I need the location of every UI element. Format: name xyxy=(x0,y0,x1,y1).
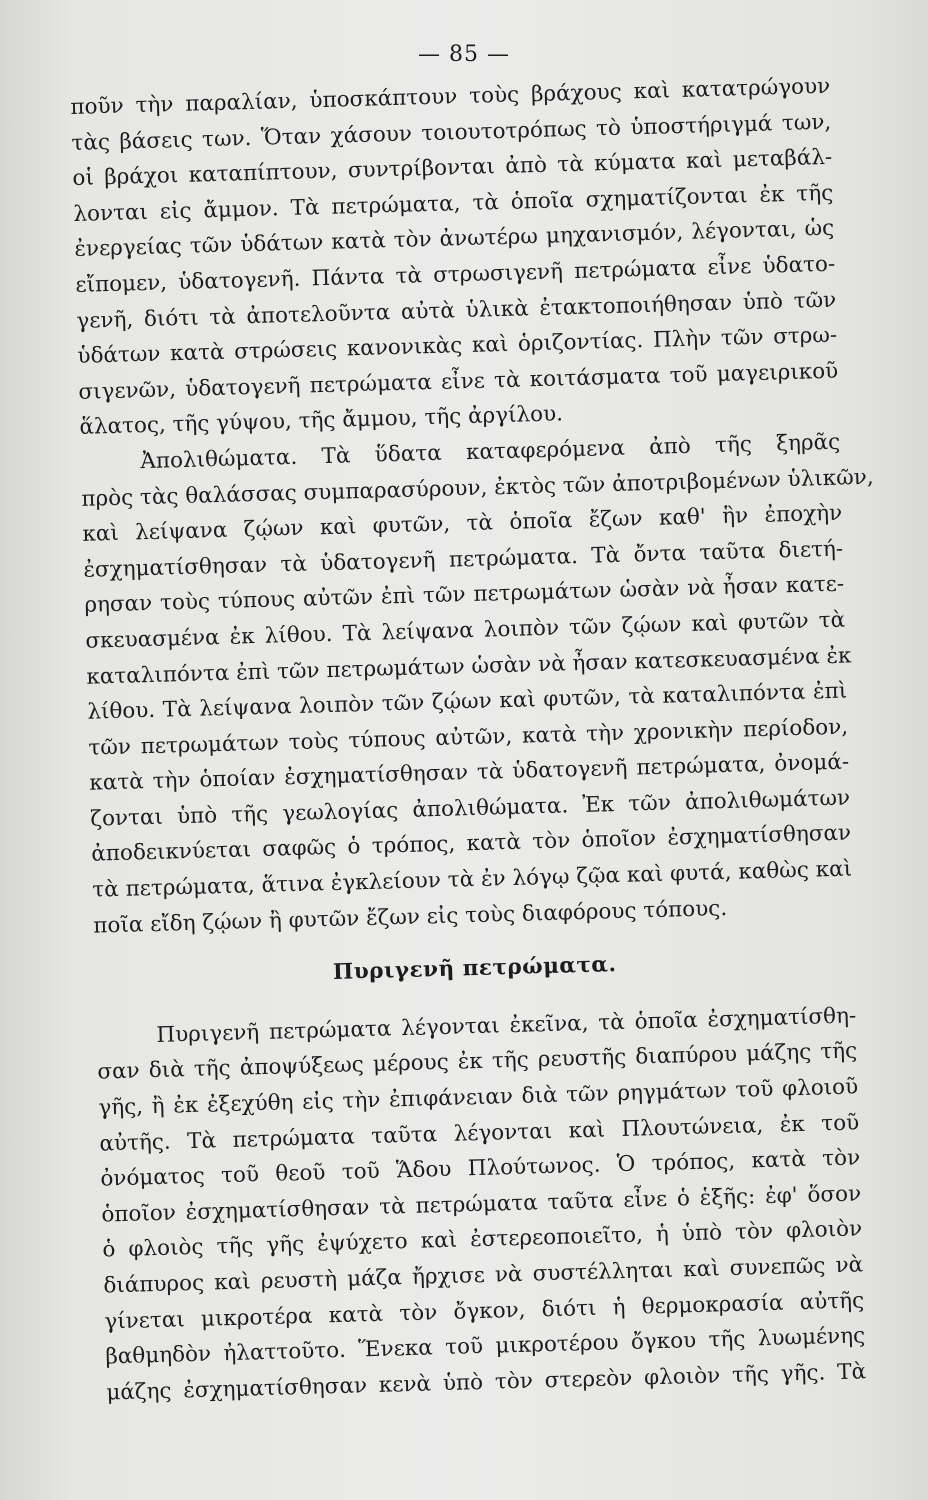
text-line: εἴπομεν, ὑδατογενῆ. Πάντα τὰ στρωσιγενῆ πετρώματα εἶνε ὑδατο- xyxy=(75,251,836,298)
text-line: σαν διὰ τῆς ἀποψύξεως μέρους ἐκ τῆς ρευστῆς διαπύρου μάζης τῆς xyxy=(97,1038,858,1086)
text-line: διάπυρος καὶ ρευστὴ μάζα ἤρχισε νὰ συστέλληται καὶ συνεπῶς νὰ xyxy=(103,1252,864,1299)
text-line: καὶ λείψανα ζῴων καὶ φυτῶν, τὰ ὁποῖα ἔζων καθ' ἣν ἐποχὴν xyxy=(82,500,843,547)
body-text xyxy=(70,69,874,1411)
page-number: — 85 — xyxy=(418,42,510,67)
text-line: τὰ πετρώματα, ἅτινα ἐγκλείουν τὰ ἐν λόγῳ ζῷα καὶ φυτά, καθὼς καὶ xyxy=(92,856,853,903)
text-line: ποῦν τὴν παραλίαν, ὑποσκάπτουν τοὺς βράχους καὶ κατατρώγουν xyxy=(70,73,831,120)
section-paragraph-start: Ἀπολιθώματα. Τὰ ὕδατα καταφερόμενα ἀπὸ τῆς ξηρᾶς xyxy=(140,429,841,475)
text-line: λονται εἰς ἄμμον. Τὰ πετρώματα, τὰ ὁποῖα σχηματίζονται ἐκ τῆς xyxy=(73,180,834,227)
text-line: ὁ φλοιὸς τῆς γῆς ἐψύχετο καὶ ἐστερεοποιεῖτο, ἡ ὑπὸ τὸν φλοιὸν xyxy=(102,1216,863,1263)
text-line: σιγενῶν, ὑδατογενῆ πετρώματα εἶνε τὰ κοιτάσματα τοῦ μαγειρικοῦ xyxy=(78,358,839,405)
text-line: ἐσχηματίσθησαν τὰ ὑδατογενῆ πετρώματα. Τὰ ὄντα ταῦτα διετή- xyxy=(83,536,844,583)
text-line: λίθου. Τὰ λείψανα λοιπὸν τῶν ζῴων καὶ φυτῶν, τὰ καταλιπόντα ἐπὶ xyxy=(87,678,848,725)
text-line: ὁποῖον ἐσχηματίσθησαν τὰ πετρώματα ταῦτα εἶνε ὁ ἑξῆς: ἐφ' ὅσον xyxy=(101,1181,862,1228)
text-line: τῶν πετρωμάτων τοὺς τύπους αὐτῶν, κατὰ τὴν χρονικὴν περίοδον, xyxy=(88,714,849,761)
text-line: γίνεται μικροτέρα κατὰ τὸν ὄγκον, διότι ἡ θερμοκρασία αὐτῆς xyxy=(104,1287,865,1335)
text-line: καταλιπόντα ἐπὶ τῶν πετρωμάτων ὡσὰν νὰ ἦσαν κατεσκευασμένα ἐκ xyxy=(86,642,852,690)
text-line: μάζης ἐσχηματίσθησαν κενὰ ὑπὸ τὸν στερεὸν φλοιὸν τῆς γῆς. Τὰ xyxy=(106,1359,867,1406)
text-line: ρησαν τοὺς τύπους αὐτῶν ἐπὶ τῶν πετρωμάτων ὡσὰν νὰ ἦσαν κατε- xyxy=(84,571,845,619)
text-line: τὰς βάσεις των. Ὅταν χάσουν τοιουτοτρόπως τὸ ὑποστήριγμά των, xyxy=(71,109,832,156)
text-line: βαθμηδὸν ἠλαττοῦτο. Ἕνεκα τοῦ μικροτέρου ὄγκου τῆς λυωμένης xyxy=(105,1323,866,1370)
text-line: οἱ βράχοι καταπίπτουν, συντρίβονται ἀπὸ τὰ κύματα καὶ μεταβάλ- xyxy=(72,144,833,192)
text-line: ὀνόματος τοῦ θεοῦ τοῦ Ἅδου Πλούτωνος. Ὁ τρόπος, κατὰ τὸν xyxy=(100,1145,861,1192)
text-line: ἅλατος, τῆς γύψου, τῆς ἄμμου, τῆς ἀργίλου. xyxy=(79,401,564,441)
text-line: ἐνεργείας τῶν ὑδάτων κατὰ τὸν ἀνωτέρω μηχανισμόν, λέγονται, ὡς xyxy=(74,216,835,263)
text-line: γενῆ, διότι τὰ ἀποτελοῦντα αὐτὰ ὑλικὰ ἐτακτοποιήθησαν ὑπὸ τῶν xyxy=(76,287,837,334)
text-line: ὑδάτων κατὰ στρώσεις κανονικὰς καὶ ὁριζοντίας. Πλὴν τῶν στρω- xyxy=(77,322,838,370)
text-line: πρὸς τὰς θαλάσσας συμπαρασύρουν, ἐκτὸς τῶν ἀποτριβομένων ὑλικῶν, xyxy=(81,464,874,512)
text-line: σκευασμένα ἐκ λίθου. Τὰ λείψανα λοιπὸν τῶν ζῴων καὶ φυτῶν τὰ xyxy=(85,607,846,654)
text-line: αὐτῆς. Τὰ πετρώματα ταῦτα λέγονται καὶ Πλουτώνεια, ἐκ τοῦ xyxy=(99,1109,860,1157)
section-paragraph-start: Πυριγενῆ πετρώματα λέγονται ἐκεῖνα, τὰ ὁποῖα ἐσχηματίσθη- xyxy=(156,1003,857,1048)
text-line: γῆς, ἢ ἐκ ἐξεχύθη εἰς τὴν ἐπιφάνειαν διὰ τῶν ρηγμάτων τοῦ φλοιοῦ xyxy=(98,1074,859,1121)
text-line: ποῖα εἴδη ζῴων ἢ φυτῶν ἔζων εἰς τοὺς διαφόρους τόπους. xyxy=(92,895,728,939)
text-line: ζονται ὑπὸ τῆς γεωλογίας ἀπολιθώματα. Ἐκ τῶν ἀπολιθωμάτων xyxy=(90,785,851,832)
text-line: κατὰ τὴν ὁποίαν ἐσχηματίσθησαν τὰ ὑδατογενῆ πετρώματα, ὀνομά- xyxy=(89,749,850,797)
section-heading: Πυριγενῆ πετρώματα. xyxy=(332,952,617,986)
text-line: ἀποδεικνύεται σαφῶς ὁ τρόπος, κατὰ τὸν ὁποῖον ἐσχηματίσθησαν xyxy=(91,820,852,868)
